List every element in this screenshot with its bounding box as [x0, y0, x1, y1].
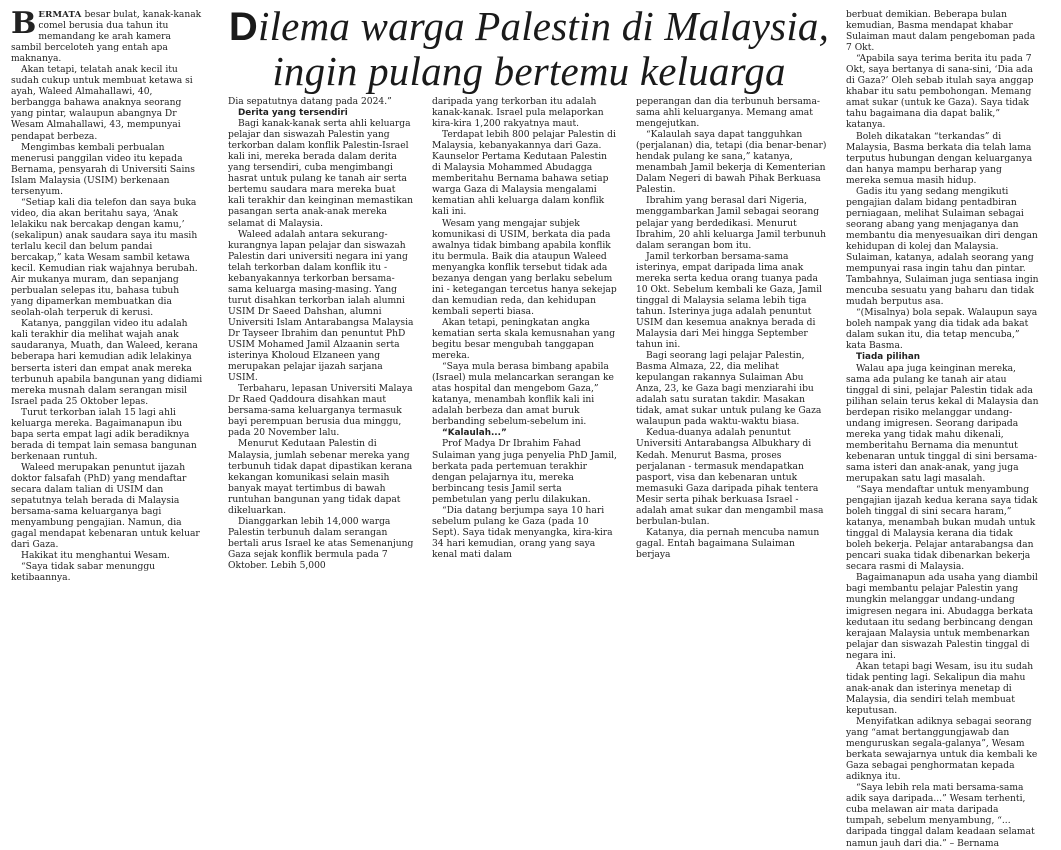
body-paragraph: Turut terkorban ialah 15 lagi ahli keluarga mereka. Bagaimanapun ibu bapa serta empat lagi adik beradiknya berada di tempat lain semasa bangunan berkenaan runtuh. [11, 407, 197, 462]
body-paragraph: Bagi kanak-kanak serta ahli keluarga pelajar dan siswazah Palestin yang terkorban dalam konflik Palestin-Israel kali ini, mereka berada dalam derita yang tersendiri, cuba mengimbangi hasrat untuk pulang ke tanah air serta bertemu saudara mara mereka buat kali terakhir dan keinginan memastikan pasangan serta anak-anak mereka selamat di Malaysia. [228, 119, 414, 229]
body-paragraph: Akan tetapi bagi Wesam, isu itu sudah tidak penting lagi. Sekalipun dia mahu anak-anak dan isterinya menetap di Malaysia, dia sendiri telah membuat keputusan. [846, 661, 1034, 716]
body-paragraph: “Saya tidak sabar menunggu ketibaannya. [11, 562, 156, 584]
col4-body [636, 97, 829, 561]
body-paragraph: berbuat demikian. Beberapa bulan kemudian, Basma mendapat khabar Sulaiman maut dalam pengeboman pada 7 Okt. [846, 10, 1036, 54]
col5-body-before [846, 10, 1039, 352]
body-paragraph: “Kalaulah saya dapat tangguhkan (perjalanan) dia, tetapi (dia benar-benar) hendak pulang ke sana,” katanya, menambah Jamil bekerja di Kementerian Dalam Negeri di bawah Pihak Berkuasa Palestin. [636, 130, 827, 196]
headline-dropcap: D [228, 5, 258, 49]
body-paragraph: “(Misalnya) bola sepak. Walaupun saya boleh nampak yang dia tidak ada bakat dalam sukan itu, dia tetap mencuba,” kata Basma. [846, 308, 1038, 352]
column-3 [432, 97, 618, 790]
body-paragraph: “Apabila saya terima berita itu pada 7 Okt, saya bertanya di sana-sini, ‘Dia ada di Gaza?’ Oleh sebab itulah saya anggap khabar itu satu pembohongan. Memang amat sukar (untuk ke Gaza). Saya tidak tahu bagaimana dia dapat balik,” katanya. [846, 54, 1034, 131]
lead-text: besar bulat, kanak-kanak comel berusia dua tahun itu memandang ke arah kamera sambil berceloteh yang entah apa maknanya. [11, 10, 202, 65]
body-paragraph: Dia sepatutnya datang pada 2024.” [228, 97, 392, 107]
body-paragraph: Waleed merupakan penuntut ijazah doktor falsafah (PhD) yang mendaftar secara dalam talian di USIM dan sepatutnya telah berada di Malaysia bersama-sama keluarganya bagi menyambung pengajian. Namun, dia gagal mendapat kebenaran untuk keluar dari Gaza. [11, 462, 200, 551]
body-paragraph: Wesam yang mengajar subjek komunikasi di USIM, berkata dia pada awalnya tidak bimbang apabila konflik itu bermula. Baik dia ataupun Waleed menyangka konflik tersebut tidak ada bezanya dengan yang berlaku sebelum ini - ketegangan tercetus hanya sekejap dan kemudian reda, dan kehidupan kembali seperti biasa. [432, 218, 617, 317]
col1-body [11, 65, 203, 584]
body-paragraph: “Saya lebih rela mati bersama-sama adik saya daripada...” Wesam terhenti, cuba melawan air mata daripada tumpah, sebelum menyambung, “... daripada tinggal dalam keadaan selamat namun jauh dari dia.” – Bernama [846, 783, 1035, 849]
body-paragraph: Katanya, dia pernah mencuba namun gagal. Entah bagaimana Sulaiman berjaya [636, 527, 820, 560]
body-paragraph: Dianggarkan lebih 14,000 warga Palestin terbunuh dalam serangan bertali arus Israel ke atas Semenanjung Gaza sejak konflik bermula pada 7 Oktober. Lebih 5,000 [228, 516, 414, 571]
body-paragraph: Prof Madya Dr Ibrahim Fahad Sulaiman yang juga penyelia PhD Jamil, berkata pada pertemuan terakhir dengan pelajarnya itu, mereka berbincang tesis Jamil serta pembetulan yang perlu dilakukan. [432, 439, 617, 505]
body-dropcap: B [11, 6, 37, 41]
col3-body-after [432, 439, 618, 561]
body-paragraph: Menyifatkan adiknya sebagai seorang yang “amat bertanggungjawab dan menguruskan segala-galanya”, Wesam berkata sewajarnya untuk dia kembali ke Gaza sebagai penghormatan kepada adiknya itu. [846, 717, 1038, 783]
body-paragraph: Terbaharu, lepasan Universiti Malaya Dr Raed Qaddoura disahkan maut bersama-sama keluarganya termasuk bayi perempuan berusia dua minggu, pada 20 November lalu. [228, 384, 413, 439]
body-paragraph: “Saya mula berasa bimbang apabila (Israel) mula melancarkan serangan ke atas hospital dan mengebom Gaza,” katanya, menambah konflik kali ini adalah berbeza dan amat buruk berbanding sebelum-sebelum ini. [432, 362, 614, 428]
body-paragraph: Bagi seorang lagi pelajar Palestin, Basma Almaza, 22, dia melihat kepulangan rakannya Sulaiman Abu Anza, 23, ke Gaza bagi menziarahi ibu adalah satu suratan takdir. Masakan tidak, amat sukar untuk pulang ke Gaza walaupun pada waktu-waktu biasa. [636, 351, 822, 428]
body-paragraph: Akan tetapi, telatah anak kecil itu sudah cukup untuk membuat ketawa si ayah, Waleed Almahallawi, 40, berbangga bahawa anaknya seorang yang pintar, walaupun abangnya Dr Wesam Almahallawi, 43, mempunyai pendapat berbeza. [11, 65, 193, 142]
lead-paragraph [11, 6, 203, 65]
col5-body-after [846, 364, 1039, 850]
body-paragraph: “Dia datang berjumpa saya 10 hari sebelum pulang ke Gaza (pada 10 Sept). Saya tidak menyangka, kira-kira 34 hari kemudian, orang yang saya kenal mati dalam [432, 505, 613, 560]
body-paragraph: Gadis itu yang sedang mengikuti pengajian dalam bidang pentadbiran perniagaan, melihat Sulaiman sebagai seorang abang yang menjaganya dan membantu dia menyesuaikan diri dengan kehidupan di kolej dan Malaysia. Sulaiman, katanya, adalah seorang yang mempunyai rasa ingin tahu dan pintar. Tambahnya, Sulaiman juga sentiasa ingin mencuba sesuatu yang baharu dan tidak mudah berputus asa. [846, 186, 1039, 308]
column-2 [228, 97, 414, 790]
column-4 [636, 97, 829, 790]
column-1 [11, 6, 203, 790]
col3-body-before [432, 97, 618, 428]
subhead-tiada-pilihan: Tiada pilihan [856, 352, 921, 363]
body-paragraph: “Setiap kali dia telefon dan saya buka video, dia akan beritahu saya, ‘Anak lelakiku nak bercakap dengan kamu,’ (sekalipun) anak saudara saya itu masih terlalu kecil dan belum pandai bercakap,” kata Wesam sambil ketawa kecil. Kemudian riak wajahnya berubah. Air mukanya muram, dan sepanjang perbualan selepas itu, bahasa tubuh yang dipamerkan membuatkan dia seolah-olah terperuk di kerusi. [11, 197, 198, 319]
body-paragraph: Bagaimanapun ada usaha yang diambil bagi membantu pelajar Palestin yang mungkin melanggar undang-undang imigresen negara ini. Abudagga berkata kedutaan itu sedang berbincang dengan kerajaan Malaysia untuk membenarkan pelajar dan siswazah Palestin tinggal di negara ini. [846, 573, 1038, 661]
subhead-derita: Derita yang tersendiri [238, 108, 348, 119]
body-paragraph: Ibrahim yang berasal dari Nigeria, menggambarkan Jamil sebagai seorang pelajar yang berdedikasi. Menurut Ibrahim, 20 ahli keluarga Jamil terbunuh dalam serangan bom itu. [636, 196, 827, 251]
body-paragraph: peperangan dan dia terbunuh bersama-sama ahli keluarganya. Memang amat mengejutkan. [636, 97, 820, 130]
headline [226, 4, 832, 93]
body-paragraph: Hakikat itu menghantui Wesam. [21, 551, 170, 562]
headline-text: ilema warga Palestin di Malaysia, ingin pulang bertemu keluarga [258, 3, 830, 94]
body-paragraph: Akan tetapi, peningkatan angka kematian serta skala kemusnahan yang begitu besar mengubah tanggapan mereka. [432, 317, 616, 362]
body-paragraph: Menurut Kedutaan Palestin di Malaysia, jumlah sebenar mereka yang terbunuh tidak dapat dipastikan kerana kekangan komunikasi selain masih banyak mayat tertimbus di bawah runtuhan bangunan yang tidak dapat dikeluarkan. [228, 439, 413, 516]
body-paragraph: Walau apa juga keinginan mereka, sama ada pulang ke tanah air atau tinggal di sini, pelajar Palestin tidak ada pilihan selain terus kekal di Malaysia dan berdepan risiko melanggar undang-undang imigresen. Seorang daripada mereka yang tidak mahu dikenali, memberitahu Bernama dia menuntut kebenaran untuk tinggal di sini bersama-sama isteri dan anak-anak, yang juga merupakan satu lagi masalah. [846, 363, 1039, 484]
lead-smallcap: ERMATA [38, 10, 82, 20]
body-paragraph: Boleh dikatakan “terkandas” di Malaysia, Basma berkata dia telah lama terputus hubungan dengan keluarganya dan hanya mampu berharap yang mereka semua masih hidup. [846, 131, 1033, 186]
body-paragraph: Kedua-duanya adalah penuntut Universiti Antarabangsa Albukhary di Kedah. Menurut Basma, proses perjalanan - termasuk mendapatkan pasport, visa dan kebenaran untuk memasuki Gaza daripada pihak tentera Mesir serta pihak berkuasa Israel - adalah amat sukar dan mengambil masa berbulan-bulan. [636, 428, 824, 527]
body-paragraph: Katanya, panggilan video itu adalah kali terakhir dia melihat wajah anak saudaranya, Muath, dan Waleed, kerana beberapa hari kemudian adik lelakinya berserta isteri dan empat anak mereka terbunuh apabila bangunan yang didiami mereka musnah dalam serangan misil Israel pada 25 Oktober lepas. [11, 319, 203, 407]
body-paragraph: Mengimbas kembali perbualan menerusi panggilan video itu kepada Bernama, pensyarah di Universiti Sains Islam Malaysia (USIM) berkenaan tersenyum. [11, 142, 195, 197]
column-5 [846, 10, 1039, 849]
body-paragraph: “Saya mendaftar untuk menyambung pengajian ijazah kedua kerana saya tidak boleh tinggal di sini secara haram,” katanya, menambah bukan mudah untuk tinggal di Malaysia kerana dia tidak boleh bekerja. Pelajar antarabangsa dan pencari suaka tidak dibenarkan bekerja secara rasmi di Malaysia. [846, 485, 1038, 573]
col2-body-before [228, 97, 414, 108]
body-paragraph: Waleed adalah antara sekurang-kurangnya lapan pelajar dan siswazah Palestin dari universiti negara ini yang telah terkorban dalam konflik itu - kebanyakannya terkorban bersama-sama keluarga masing-masing. Yang turut disahkan terkorban ialah alumni USIM Dr Saeed Dahshan, alumni Universiti Islam Antarabangsa Malaysia Dr Tayseer Ibrahim dan penuntut PhD USIM Mohamed Jamil Alzaanin serta isterinya Kholoud Elzaneen yang merupakan pelajar ijazah sarjana USIM. [228, 229, 414, 384]
subhead-kalaulah: “Kalaulah...” [442, 428, 507, 439]
body-paragraph: daripada yang terkorban itu adalah kanak-kanak. Israel pula melaporkan kira-kira 1,200 rakyatnya maut. [432, 97, 604, 130]
col2-body-after [228, 119, 414, 572]
body-paragraph: Jamil terkorban bersama-sama isterinya, empat daripada lima anak mereka serta kedua orang tuanya pada 10 Okt. Sebelum kembali ke Gaza, Jamil tinggal di Malaysia selama lebih tiga tahun. Isterinya juga adalah penuntut USIM dan kesemua anaknya berada di Malaysia dari Mei hingga September tahun ini. [636, 251, 823, 351]
body-paragraph: Terdapat lebih 800 pelajar Palestin di Malaysia, kebanyakannya dari Gaza. Kaunselor Pertama Kedutaan Palestin di Malaysia Mohammed Abudagga memberitahu Bernama bahawa setiap warga Gaza di Malaysia mengalami kematian ahli keluarga dalam konflik kali ini. [432, 130, 616, 218]
